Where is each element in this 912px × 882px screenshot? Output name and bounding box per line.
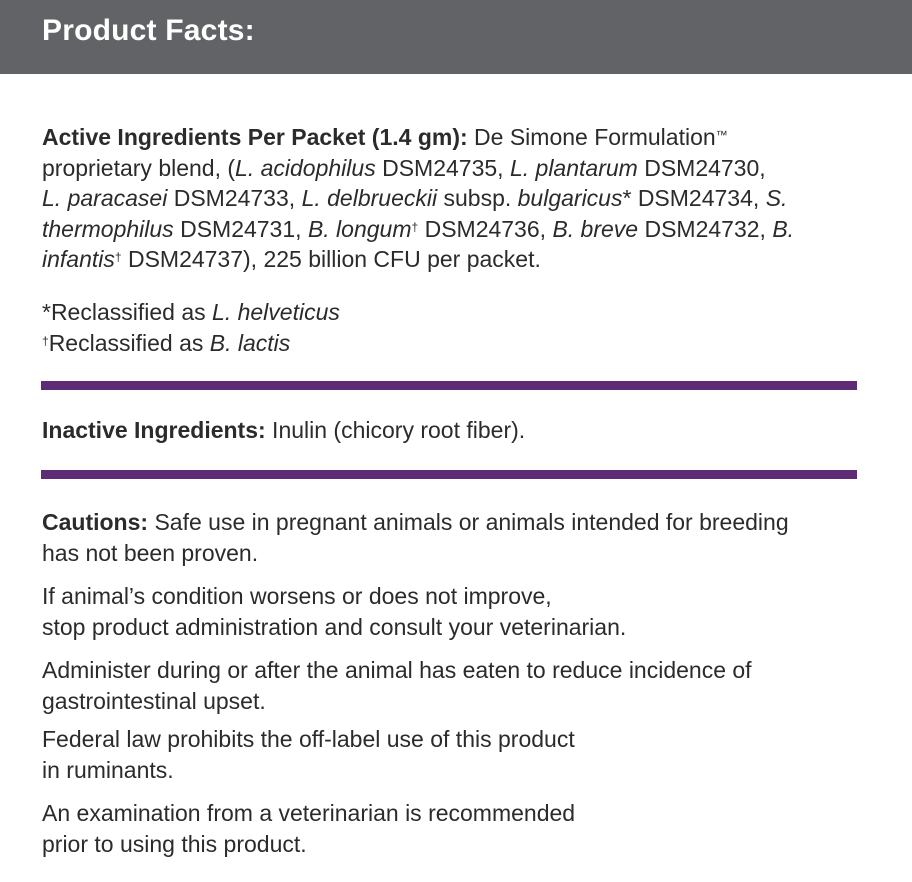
cautions-paragraph-1: Cautions: Safe use in pregnant animals or animals intended for breeding has not been proven.	[42, 509, 789, 566]
reclass-note-2: †Reclassified as B. lactis	[42, 329, 291, 356]
cautions-paragraph-3: Administer during or after the animal has eaten to reduce incidence of gastrointestinal upset.	[42, 657, 752, 714]
active-line-3: L. paracasei DSM24733, L. delbrueckii subsp. bulgaricus* DSM24734, S.	[42, 185, 788, 211]
trademark-mark: ™	[715, 128, 728, 142]
cautions-paragraph-2: If animal’s condition worsens or does not improve, stop product administration and consult your veterinarian.	[42, 583, 627, 640]
cautions-label: Cautions:	[42, 509, 149, 535]
active-ingredients-label: Active Ingredients Per Packet (1.4 gm):	[42, 124, 468, 150]
active-line-2: proprietary blend, (L. acidophilus DSM24735, L. plantarum DSM24730,	[42, 154, 766, 181]
active-line-4: thermophilus DSM24731, B. longum† DSM24736, B. breve DSM24732, B.	[42, 215, 795, 242]
active-ingredients-section	[42, 122, 857, 275]
reclassification-notes	[42, 297, 857, 358]
page-title: Product Facts:	[42, 14, 255, 47]
active-line-5: infantis† DSM24737), 225 billion CFU per packet.	[42, 246, 541, 272]
cautions-paragraph-4: Federal law prohibits the off-label use of this product in ruminants.	[42, 726, 575, 783]
reclass-note-1: *Reclassified as L. helveticus	[42, 299, 340, 325]
inactive-ingredients-section	[42, 415, 857, 446]
product-facts-header	[0, 0, 912, 74]
inactive-ingredients-text: Inulin (chicory root fiber).	[265, 417, 526, 443]
inactive-ingredients-label: Inactive Ingredients:	[42, 417, 266, 443]
section-divider	[41, 470, 857, 479]
section-divider	[41, 381, 857, 390]
active-line-1: Active Ingredients Per Packet (1.4 gm): De Simone Formulation™	[42, 124, 728, 150]
cautions-paragraph-5: An examination from a veterinarian is recommended prior to using this product.	[42, 800, 576, 857]
